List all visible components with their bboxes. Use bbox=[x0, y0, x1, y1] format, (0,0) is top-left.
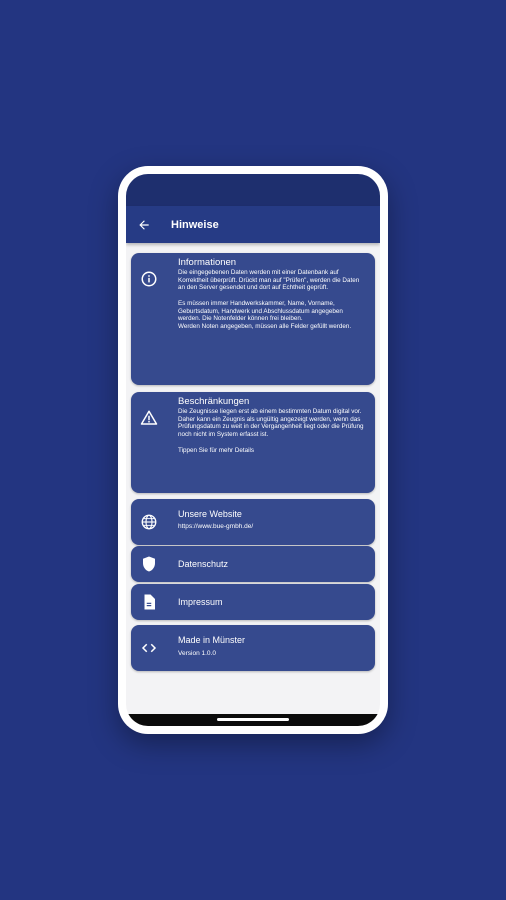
imprint-link[interactable] bbox=[131, 584, 375, 620]
restrictions-card-title: Beschränkungen bbox=[178, 396, 250, 407]
info-card bbox=[131, 253, 375, 385]
about-card[interactable] bbox=[131, 625, 375, 671]
restrictions-paragraph: Die Zeugnisse liegen erst ab einem bestimmten Datum digital vor. Daher kann ein Zeugnis als ungültig angezeigt werden, wenn das Prüfungsdatum zu weit in der Vergangenheit liegt oder die Prüfung noch nicht im System erfasst ist. bbox=[178, 408, 364, 439]
website-link[interactable] bbox=[131, 499, 375, 545]
app-version: Version 1.0.0 bbox=[178, 650, 216, 657]
imprint-label: Impressum bbox=[178, 597, 223, 607]
restrictions-card-body bbox=[178, 408, 365, 454]
document-icon bbox=[140, 593, 158, 611]
info-paragraph-2: Es müssen immer Handwerkskammer, Name, Vorname, Geburtsdatum, Handwerk und Abschlussdatum angegeben werden. Die Notenfelder können frei bleiben. bbox=[178, 299, 343, 323]
restrictions-card[interactable] bbox=[131, 392, 375, 493]
info-card-body bbox=[178, 269, 365, 331]
arrow-left-icon[interactable] bbox=[137, 217, 153, 233]
info-icon bbox=[140, 270, 158, 288]
website-url: https://www.bue-gmbh.de/ bbox=[178, 523, 254, 530]
phone-frame bbox=[118, 166, 388, 734]
privacy-label: Datenschutz bbox=[178, 559, 229, 569]
info-paragraph-1: Die eingegebenen Daten werden mit einer Datenbank auf Korrektheit überprüft. Drückt man auf "Prüfen", werden die Daten an den Server gesendet und dort auf Echtheit geprüft. bbox=[178, 269, 360, 292]
about-title: Made in Münster bbox=[178, 635, 246, 645]
app-bar bbox=[126, 206, 380, 243]
globe-icon bbox=[140, 513, 158, 531]
warning-icon bbox=[140, 409, 158, 427]
app-screen bbox=[126, 174, 380, 726]
status-bar bbox=[126, 174, 380, 206]
home-handle[interactable] bbox=[217, 718, 289, 721]
privacy-link[interactable] bbox=[131, 546, 375, 582]
website-label: Unsere Website bbox=[178, 509, 242, 519]
page-title: Hinweise bbox=[171, 218, 219, 231]
code-icon bbox=[140, 639, 158, 657]
navigation-bar bbox=[126, 714, 380, 726]
info-card-title: Informationen bbox=[178, 257, 237, 268]
details-hint: Tippen Sie für mehr Details bbox=[178, 446, 255, 454]
info-paragraph-3: Werden Noten angegeben, müssen alle Felder gefüllt werden. bbox=[178, 322, 352, 330]
shield-icon bbox=[140, 555, 158, 573]
